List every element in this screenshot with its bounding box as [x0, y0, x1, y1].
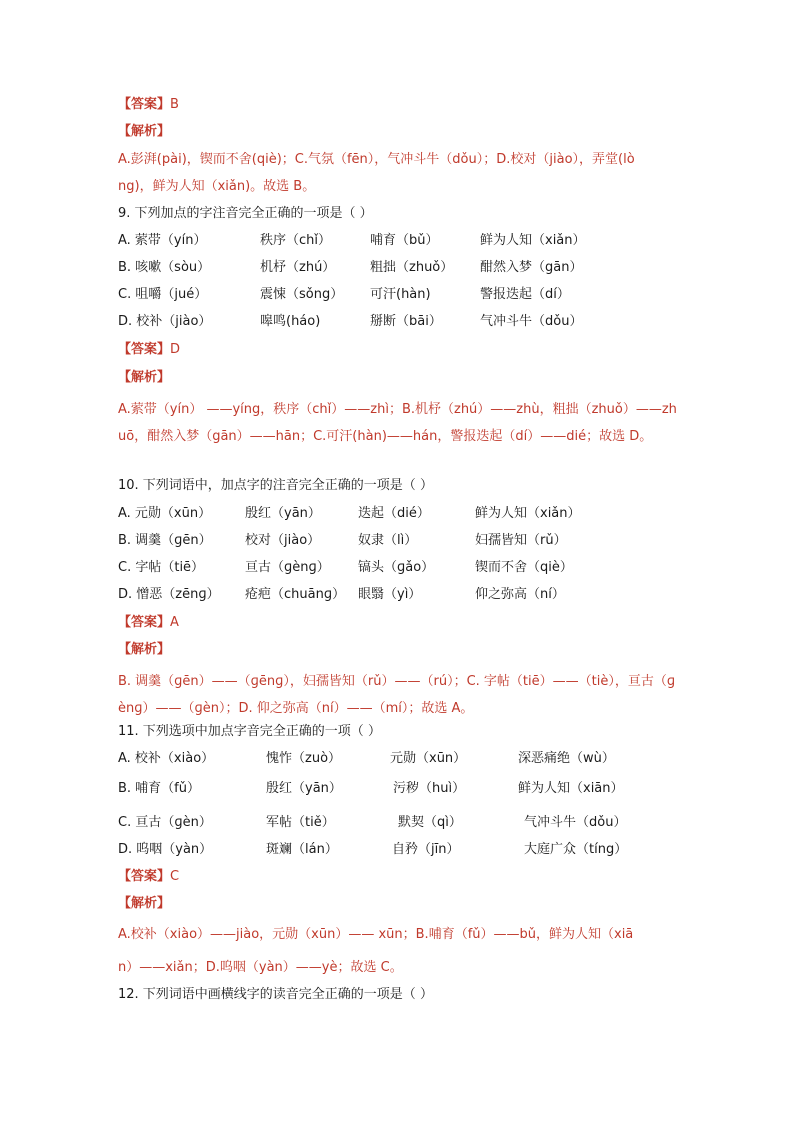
- analysis-label: 【解析】: [118, 370, 171, 385]
- q9-c-1: C. 咀嚼（jué）: [118, 287, 208, 302]
- q10-a-4: 鲜为人知（xiǎn）: [475, 506, 581, 521]
- q10-a-2: 殷红（yān）: [245, 506, 321, 521]
- q11-c-3: 默契（qì）: [398, 815, 462, 830]
- q11-a-2: 愧怍（zuò）: [266, 751, 342, 766]
- q11-c-4: 气冲斗牛（dǒu）: [524, 815, 627, 830]
- analysis-11-line2: n）——xiǎn；D.呜咽（yàn）——yè；故选 C。: [118, 960, 403, 975]
- question-10-title: 10. 下列词语中，加点字的注音完全正确的一项是（ ）: [118, 478, 433, 493]
- q10-b-4: 妇孺皆知（rǔ）: [475, 533, 567, 548]
- q11-d-4: 大庭广众（tíng）: [524, 842, 628, 857]
- answer-label: 【答案】: [118, 615, 171, 630]
- q9-a-3: 哺育（bǔ）: [370, 233, 439, 248]
- q9-d-2: 嗥鸣(háo): [260, 314, 321, 329]
- q9-c-2: 震悚（sǒng）: [260, 287, 344, 302]
- q10-c-2: 亘古（ɡènɡ）: [245, 560, 330, 575]
- q9-b-4: 酣然入梦（gān）: [480, 260, 583, 275]
- q10-b-2: 校对（jiào）: [245, 533, 321, 548]
- question-9-title: 9. 下列加点的字注音完全正确的一项是（ ）: [118, 206, 373, 221]
- answer-value: A: [170, 615, 179, 630]
- analysis-9: A.萦带（yín） ——yíng，秩序（chǐ）——zhì；B.机杼（zhú）——zhù，粗拙（zhuǒ）——zhuō，酣然入梦（gān）——hān；C.可汗(hàn)——hán，警报迭起（dí）——dié；故选 D。: [118, 402, 677, 444]
- analysis-label: 【解析】: [118, 642, 171, 657]
- q11-b-1: B. 哺育（fǔ）: [118, 781, 200, 796]
- q9-d-1: D. 校补（jiào）: [118, 314, 212, 329]
- answer-10: [118, 614, 179, 632]
- analysis-11-line1: A.校补（xiào）——jiào，元勋（xūn）—— xūn；B.哺育（fǔ）——bǔ，鲜为人知（xiā: [118, 927, 634, 942]
- q11-a-4: 深恶痛绝（wù）: [518, 751, 615, 766]
- q11-d-3: 自矜（jīn）: [392, 842, 460, 857]
- answer-value: D: [170, 342, 181, 357]
- analysis-label: 【解析】: [118, 124, 171, 139]
- answer-9: [118, 341, 180, 359]
- q10-d-2: 疮疤（chuānɡ）: [245, 587, 346, 602]
- q11-b-3: 污秽（huì）: [393, 781, 466, 796]
- analysis-8-line1: A.彭湃(pài)，锲而不舍(qiè)；C.气氛（fēn），气冲斗牛（dǒu）；D.校对（jiào），弄堂(lò: [118, 152, 635, 167]
- answer-11: [118, 868, 179, 886]
- q9-d-4: 气冲斗牛（dǒu）: [480, 314, 583, 329]
- q10-a-3: 迭起（dié）: [358, 506, 430, 521]
- q10-d-4: 仰之弥高（ní）: [475, 587, 565, 602]
- q10-b-3: 奴隶（lì）: [358, 533, 418, 548]
- q10-c-1: C. 字帖（tiē）: [118, 560, 205, 575]
- q9-b-1: B. 咳嗽（sòu）: [118, 260, 211, 275]
- q11-b-2: 殷红（yān）: [266, 781, 342, 796]
- q11-c-2: 军帖（tiě）: [266, 815, 335, 830]
- q9-c-3: 可汗(hàn): [370, 287, 431, 302]
- question-11-title: 11. 下列选项中加点字音完全正确的一项（ ）: [118, 724, 381, 739]
- q10-a-1: A. 元勋（xūn）: [118, 506, 212, 521]
- q9-b-2: 机杼（zhú）: [260, 260, 336, 275]
- analysis-label-9: [118, 369, 170, 387]
- answer-label: 【答案】: [118, 869, 171, 884]
- q10-d-3: 眼翳（yì）: [358, 587, 422, 602]
- q10-d-1: D. 憎恶（zēnɡ）: [118, 587, 220, 602]
- analysis-label-10: [118, 641, 170, 659]
- answer-value: B: [170, 97, 179, 112]
- q11-c-1: C. 亘古（ɡèn）: [118, 815, 212, 830]
- answer-label: 【答案】: [118, 97, 171, 112]
- analysis-10: B. 调羹（ɡēn）——（ɡēnɡ），妇孺皆知（rǔ）——（rú）；C. 字帖（tiē）——（tiè），亘古（ɡènɡ）——（ɡèn）；D. 仰之弥高（ní）——（mí）；故选 A。: [118, 674, 676, 716]
- q10-c-3: 镐头（ɡǎo）: [358, 560, 435, 575]
- question-12-title: 12. 下列词语中画横线字的读音完全正确的一项是（ ）: [118, 987, 433, 1002]
- answer-8: [118, 96, 179, 114]
- q11-a-3: 元勋（xūn）: [390, 751, 467, 766]
- analysis-label-11: [118, 895, 170, 913]
- q11-d-2: 斑斓（lán）: [266, 842, 338, 857]
- answer-label: 【答案】: [118, 342, 171, 357]
- q9-a-1: A. 萦带（yín）: [118, 233, 207, 248]
- q9-c-4: 警报迭起（dí）: [480, 287, 570, 302]
- q9-b-3: 粗拙（zhuǒ）: [370, 260, 454, 275]
- q10-c-4: 锲而不舍（qiè）: [475, 560, 573, 575]
- answer-value: C: [170, 869, 180, 884]
- analysis-label: 【解析】: [118, 896, 171, 911]
- q9-d-3: 掰断（bāi）: [370, 314, 442, 329]
- q11-a-1: A. 校补（xiào）: [118, 751, 215, 766]
- q10-b-1: B. 调羹（ɡēn）: [118, 533, 212, 548]
- q9-a-2: 秩序（chǐ）: [260, 233, 331, 248]
- q11-d-1: D. 呜咽（yàn）: [118, 842, 213, 857]
- analysis-label-8: [118, 123, 170, 141]
- analysis-8-line2: ng)，鲜为人知（xiǎn)。故选 B。: [118, 179, 316, 194]
- q9-a-4: 鲜为人知（xiǎn）: [480, 233, 586, 248]
- q11-b-4: 鲜为人知（xiān）: [518, 781, 624, 796]
